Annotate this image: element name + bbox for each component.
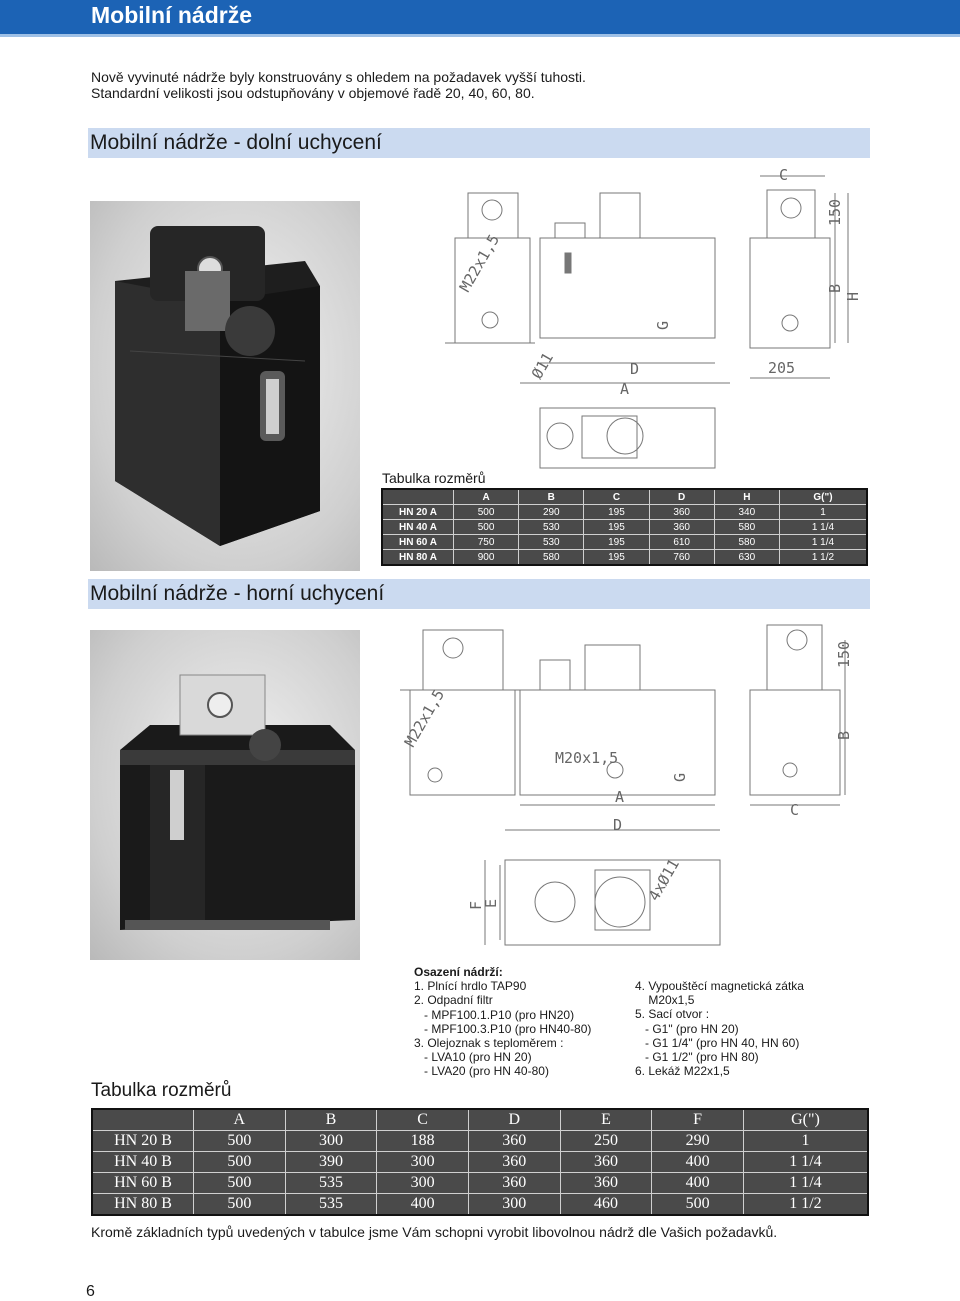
table-header-cell: E bbox=[560, 1109, 652, 1131]
dim-e: E bbox=[482, 898, 500, 908]
table-cell: HN 80 A bbox=[382, 550, 454, 566]
table-header-row bbox=[92, 1109, 868, 1131]
dim-phi11: Ø11 bbox=[527, 349, 558, 382]
specs-item: - LVA10 (pro HN 20) bbox=[414, 1050, 532, 1065]
table-header-cell: G(") bbox=[743, 1109, 868, 1131]
specs-item: M20x1,5 bbox=[635, 993, 695, 1008]
dim-holes: 4xØ11 bbox=[644, 855, 684, 904]
section-title-top-mount: Mobilní nádrže - horní uchycení bbox=[88, 579, 870, 609]
table-cell: 290 bbox=[652, 1131, 744, 1152]
table-cell: 500 bbox=[454, 505, 519, 520]
page-title: Mobilní nádrže bbox=[91, 2, 252, 28]
table-cell: 1 1/4 bbox=[743, 1152, 868, 1173]
dim-h: H bbox=[844, 291, 862, 301]
table-cell: 535 bbox=[285, 1194, 377, 1216]
table-cell: 580 bbox=[714, 520, 779, 535]
table-cell: 195 bbox=[584, 520, 649, 535]
specs-item: - G1 1/4" (pro HN 40, HN 60) bbox=[635, 1035, 800, 1050]
table-header-cell: B bbox=[519, 489, 584, 505]
table-row bbox=[92, 1173, 868, 1194]
dim-g: G bbox=[671, 772, 689, 782]
specs-item: 3. Olejoznak s teploměrem : bbox=[414, 1036, 564, 1051]
table-cell: 1 bbox=[779, 505, 867, 520]
table-header-cell: A bbox=[194, 1109, 286, 1131]
table-row bbox=[92, 1131, 868, 1152]
dim-a: A bbox=[615, 788, 625, 806]
header-bar bbox=[0, 0, 960, 34]
table-cell: 460 bbox=[560, 1194, 652, 1216]
table-cell: 195 bbox=[584, 550, 649, 566]
table-cell: 500 bbox=[454, 520, 519, 535]
table-cell: 500 bbox=[194, 1131, 286, 1152]
table-cell: 390 bbox=[285, 1152, 377, 1173]
table-cell: 500 bbox=[194, 1173, 286, 1194]
table-cell: 360 bbox=[468, 1131, 560, 1152]
specs-item: 1. Plnící hrdlo TAP90 bbox=[414, 979, 527, 994]
table-cell: 360 bbox=[649, 505, 714, 520]
intro-line-2: Standardní velikosti jsou odstupňovány v objemové řadě 20, 40, 60, 80. bbox=[91, 85, 535, 101]
table-cell: 750 bbox=[454, 535, 519, 550]
table-cell: 188 bbox=[377, 1131, 469, 1152]
table-cell: 610 bbox=[649, 535, 714, 550]
table-row bbox=[382, 550, 867, 566]
table-cell: 300 bbox=[377, 1152, 469, 1173]
dim-c: C bbox=[790, 801, 800, 819]
specs-right-column bbox=[635, 979, 804, 1078]
table-cell: HN 40 A bbox=[382, 520, 454, 535]
dim-205: 205 bbox=[768, 359, 796, 377]
table-cell: 530 bbox=[519, 520, 584, 535]
table-cell: 195 bbox=[584, 505, 649, 520]
table-title-top-mount: Tabulka rozměrů bbox=[91, 1080, 232, 1101]
table-cell: HN 20 A bbox=[382, 505, 454, 520]
table-cell: 360 bbox=[560, 1173, 652, 1194]
page-number: 6 bbox=[86, 1283, 95, 1300]
table-cell: 300 bbox=[468, 1194, 560, 1216]
table-cell: 900 bbox=[454, 550, 519, 566]
dimension-table-bottom-mount bbox=[381, 488, 868, 566]
specs-item: 4. Vypouštěcí magnetická zátka bbox=[635, 979, 804, 993]
specs-title: Osazení nádrží: bbox=[414, 965, 503, 979]
table-cell: 360 bbox=[468, 1173, 560, 1194]
table-cell: 500 bbox=[652, 1194, 744, 1216]
table-cell: 535 bbox=[285, 1173, 377, 1194]
table-cell: 1 1/4 bbox=[779, 535, 867, 550]
table-cell: 530 bbox=[519, 535, 584, 550]
table-row bbox=[92, 1194, 868, 1216]
dim-f: F bbox=[467, 900, 485, 910]
dim-b: B bbox=[835, 730, 853, 740]
table-header-cell: C bbox=[584, 489, 649, 505]
dim-m20: M20x1,5 bbox=[555, 749, 619, 767]
table-cell: HN 60 A bbox=[382, 535, 454, 550]
table-cell: 300 bbox=[377, 1173, 469, 1194]
table-header-cell bbox=[92, 1109, 194, 1131]
table-header-cell: D bbox=[649, 489, 714, 505]
table-cell: 195 bbox=[584, 535, 649, 550]
table-header-cell: H bbox=[714, 489, 779, 505]
header-stripe bbox=[0, 34, 960, 37]
table-header-cell bbox=[382, 489, 454, 505]
dim-150: 150 bbox=[826, 198, 844, 226]
table-cell: 500 bbox=[194, 1194, 286, 1216]
table-cell: 1 1/2 bbox=[779, 550, 867, 566]
table-cell: 1 1/2 bbox=[743, 1194, 868, 1216]
table-cell: 580 bbox=[519, 550, 584, 566]
dimension-table-top-mount bbox=[91, 1108, 869, 1216]
table-cell: 1 1/4 bbox=[779, 520, 867, 535]
table-cell: 1 bbox=[743, 1131, 868, 1152]
technical-drawing-bottom-mount bbox=[430, 168, 870, 478]
dim-m22: M22x1,5 bbox=[455, 231, 504, 295]
specs-item: - MPF100.3.P10 (pro HN40-80) bbox=[414, 1021, 592, 1036]
dim-g: G bbox=[654, 320, 672, 330]
specs-item: - LVA20 (pro HN 40-80) bbox=[414, 1064, 549, 1079]
table-cell: HN 40 B bbox=[92, 1152, 194, 1173]
table-cell: 360 bbox=[649, 520, 714, 535]
table-cell: 1 1/4 bbox=[743, 1173, 868, 1194]
table-cell: 360 bbox=[560, 1152, 652, 1173]
table-header-cell: A bbox=[454, 489, 519, 505]
table-title-bottom-mount: Tabulka rozměrů bbox=[382, 470, 486, 486]
table-header-cell: G(") bbox=[779, 489, 867, 505]
table-header-row bbox=[382, 489, 867, 505]
table-cell: 400 bbox=[377, 1194, 469, 1216]
specs-item: - MPF100.1.P10 (pro HN20) bbox=[414, 1007, 575, 1022]
section-title-bottom-mount: Mobilní nádrže - dolní uchycení bbox=[88, 128, 870, 158]
dim-d: D bbox=[630, 360, 640, 378]
table-cell: 500 bbox=[194, 1152, 286, 1173]
dim-m22: M22x1,5 bbox=[400, 686, 449, 750]
table-cell: 250 bbox=[560, 1131, 652, 1152]
table-cell: HN 20 B bbox=[92, 1131, 194, 1152]
table-header-cell: B bbox=[285, 1109, 377, 1131]
dim-d: D bbox=[613, 816, 623, 834]
tank-photo-bottom-mount bbox=[90, 201, 360, 571]
specs-item: - G1" (pro HN 20) bbox=[635, 1021, 739, 1036]
table-header-cell: F bbox=[652, 1109, 744, 1131]
specs-left-column bbox=[414, 965, 591, 1079]
footer-note: Kromě základních typů uvedených v tabulce jsme Vám schopni vyrobit libovolnou nádrž dle Vašich požadavků. bbox=[91, 1224, 778, 1240]
table-cell: 340 bbox=[714, 505, 779, 520]
table-cell: 360 bbox=[468, 1152, 560, 1173]
specs-item: 5. Sací otvor : bbox=[635, 1007, 710, 1022]
table-cell: 400 bbox=[652, 1173, 744, 1194]
table-cell: 300 bbox=[285, 1131, 377, 1152]
table-cell: 760 bbox=[649, 550, 714, 566]
intro-text bbox=[91, 69, 871, 101]
tank-photo-top-mount bbox=[90, 630, 360, 960]
specs-item: - G1 1/2" (pro HN 80) bbox=[635, 1050, 759, 1065]
table-row bbox=[382, 505, 867, 520]
table-cell: 630 bbox=[714, 550, 779, 566]
dim-b: B bbox=[826, 283, 844, 293]
table-cell: 400 bbox=[652, 1152, 744, 1173]
table-header-cell: C bbox=[377, 1109, 469, 1131]
dim-a: A bbox=[620, 380, 630, 398]
table-cell: 290 bbox=[519, 505, 584, 520]
dim-150: 150 bbox=[835, 640, 853, 668]
table-row bbox=[92, 1152, 868, 1173]
table-cell: 580 bbox=[714, 535, 779, 550]
table-row bbox=[382, 535, 867, 550]
table-row bbox=[382, 520, 867, 535]
specs-item: 6. Lekáž M22x1,5 bbox=[635, 1064, 730, 1079]
technical-drawing-top-mount bbox=[395, 620, 870, 960]
table-cell: HN 60 B bbox=[92, 1173, 194, 1194]
table-cell: HN 80 B bbox=[92, 1194, 194, 1216]
specs-item: 2. Odpadní filtr bbox=[414, 993, 493, 1008]
intro-line-1: Nově vyvinuté nádrže byly konstruovány s ohledem na požadavek vyšší tuhosti. bbox=[91, 69, 586, 85]
table-header-cell: D bbox=[468, 1109, 560, 1131]
dim-c: C bbox=[779, 168, 789, 184]
